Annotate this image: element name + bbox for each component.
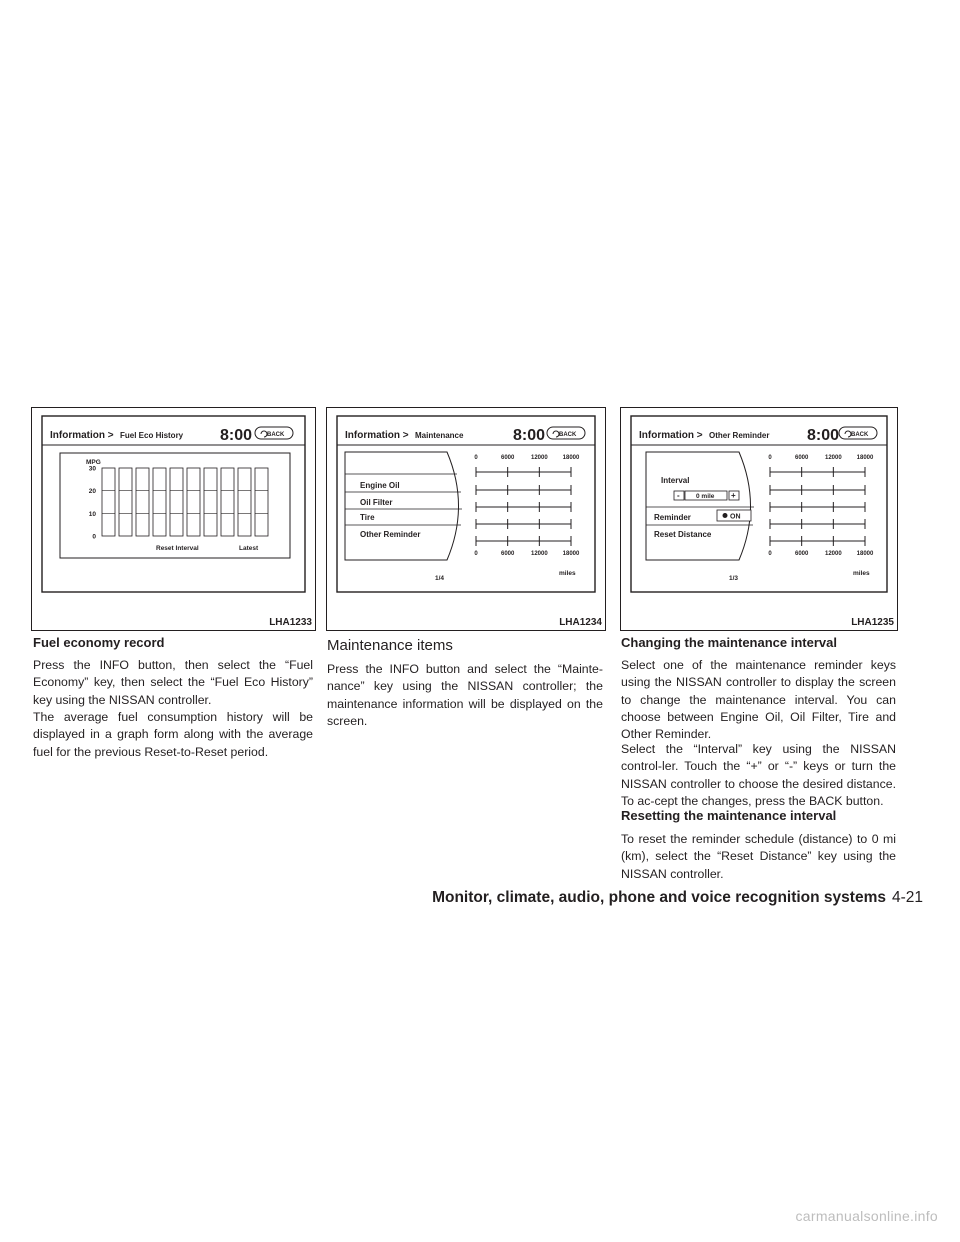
back-label: BACK — [267, 432, 285, 438]
menu-item-other-reminder[interactable]: Other Reminder — [360, 530, 421, 539]
scale-label-top: 18000 — [562, 455, 580, 461]
y-tick-label: 0 — [92, 533, 96, 541]
scale-label-bottom: 0 — [474, 551, 478, 557]
scale-label-bottom: 0 — [768, 551, 772, 557]
menu-panel — [646, 452, 751, 560]
back-button — [255, 427, 293, 439]
paragraph: The average fuel consumption history will be displayed in a graph form along with the average fuel for the previous Reset-to-Reset period. — [33, 710, 313, 759]
page-footer — [432, 889, 923, 907]
page-indicator: 1/3 — [729, 575, 739, 582]
y-tick-label: 10 — [88, 510, 96, 518]
scale-label-top: 6000 — [500, 455, 515, 461]
back-button — [839, 427, 877, 439]
fuel-eco-screen — [32, 408, 315, 630]
unit-label: miles — [559, 570, 576, 577]
chart-bar — [238, 468, 251, 536]
chart-bar — [119, 468, 132, 536]
chart-bar — [221, 468, 234, 536]
scale-label-bottom: 6000 — [500, 551, 515, 557]
minus-label: - — [677, 491, 680, 500]
scale-label-top: 12000 — [530, 455, 548, 461]
screen-clock: 8:00 — [513, 427, 546, 444]
heading-maintenance-items: Maintenance items — [327, 637, 453, 654]
figure-maintenance — [326, 407, 606, 631]
heading-fuel-economy-record: Fuel economy record — [33, 635, 165, 650]
scale-label-bottom: 12000 — [824, 551, 842, 557]
menu-item-tire[interactable]: Tire — [360, 513, 375, 522]
reminder-toggle[interactable] — [717, 510, 751, 521]
x-label-reset-interval: Reset Interval — [156, 545, 199, 552]
chart-bar — [102, 468, 115, 536]
paragraph: Press the INFO button, then select the “Fuel Economy” key, then select the “Fuel Eco History” key using the NISSAN controller. — [33, 658, 313, 707]
reminder-label[interactable]: Reminder — [654, 513, 691, 522]
scale-label-top: 12000 — [824, 455, 842, 461]
other-reminder-screen — [621, 408, 897, 630]
page-number: 4-21 — [891, 889, 923, 906]
paragraph: Press the INFO button and select the “Mainte-nance” key using the NISSAN controller; the maintenance information will be displayed on the screen. — [327, 662, 603, 728]
reminder-value: ON — [730, 513, 741, 521]
scale-label-top: 0 — [768, 455, 772, 461]
scale-label-bottom: 12000 — [530, 551, 548, 557]
heading-changing-interval: Changing the maintenance interval — [621, 635, 837, 650]
reset-distance-label[interactable]: Reset Distance — [654, 530, 712, 539]
screen-clock: 8:00 — [807, 427, 840, 444]
interval-value: 0 mile — [696, 493, 715, 500]
menu-item-engine-oil[interactable]: Engine Oil — [360, 481, 400, 490]
toggle-indicator-icon — [723, 513, 728, 518]
scale-label-top: 18000 — [856, 455, 874, 461]
figure-label: LHA1234 — [559, 617, 602, 628]
interval-stepper[interactable] — [674, 491, 739, 500]
unit-label: miles — [853, 570, 870, 577]
screen-breadcrumb-page: Other Reminder — [709, 431, 770, 440]
paragraph: Select one of the maintenance reminder keys using the NISSAN controller to display the screen to change the maintenance interval. You can choose between Engine Oil, Oil Filter, Tire and Other Reminder. — [621, 658, 896, 742]
y-axis-label: MPG — [86, 459, 101, 466]
chart-bar — [153, 468, 166, 536]
watermark: carmanualsonline.info — [795, 1208, 938, 1224]
scale-label-bottom: 18000 — [562, 551, 580, 557]
y-tick-label: 20 — [88, 488, 96, 496]
interval-label: Interval — [661, 476, 690, 485]
scale-label-bottom: 18000 — [856, 551, 874, 557]
chart-bar — [170, 468, 183, 536]
back-label: BACK — [559, 432, 577, 438]
figure-fuel-eco-history — [31, 407, 316, 631]
maintenance-screen — [327, 408, 605, 630]
back-label: BACK — [851, 432, 869, 438]
chart-bar — [187, 468, 200, 536]
menu-item-oil-filter[interactable]: Oil Filter — [360, 498, 393, 507]
scale-label-top: 6000 — [794, 455, 809, 461]
plus-label: + — [731, 491, 736, 500]
figure-label: LHA1233 — [269, 617, 312, 628]
chart-bar — [136, 468, 149, 536]
paragraph: To reset the reminder schedule (distance) to 0 mi (km), select the “Reset Distance” key using the NISSAN controller. — [621, 832, 896, 881]
screen-breadcrumb-root: Information > — [345, 430, 409, 441]
screen-breadcrumb-page: Maintenance — [415, 431, 464, 440]
screen-breadcrumb-page: Fuel Eco History — [120, 431, 184, 440]
footer-section-title: Monitor, climate, audio, phone and voice recognition systems — [432, 889, 886, 906]
chart-bar — [255, 468, 268, 536]
screen-breadcrumb-root: Information > — [639, 430, 703, 441]
screen-clock: 8:00 — [220, 427, 253, 444]
x-label-latest: Latest — [239, 545, 259, 552]
y-tick-label: 30 — [88, 465, 96, 473]
screen-breadcrumb-root: Information > — [50, 430, 114, 441]
scale-label-top: 0 — [474, 455, 478, 461]
figure-label: LHA1235 — [851, 617, 894, 628]
back-button — [547, 427, 585, 439]
page-indicator: 1/4 — [435, 575, 445, 582]
figure-other-reminder — [620, 407, 898, 631]
chart-bar — [204, 468, 217, 536]
heading-resetting-interval: Resetting the maintenance interval — [621, 808, 837, 823]
scale-label-bottom: 6000 — [794, 551, 809, 557]
paragraph: Select the “Interval” key using the NISSAN control-ler. Touch the “+” or “-” keys or turn the NISSAN controller to choose the desired distance. To ac-cept the changes, press the BACK button. — [621, 742, 896, 808]
